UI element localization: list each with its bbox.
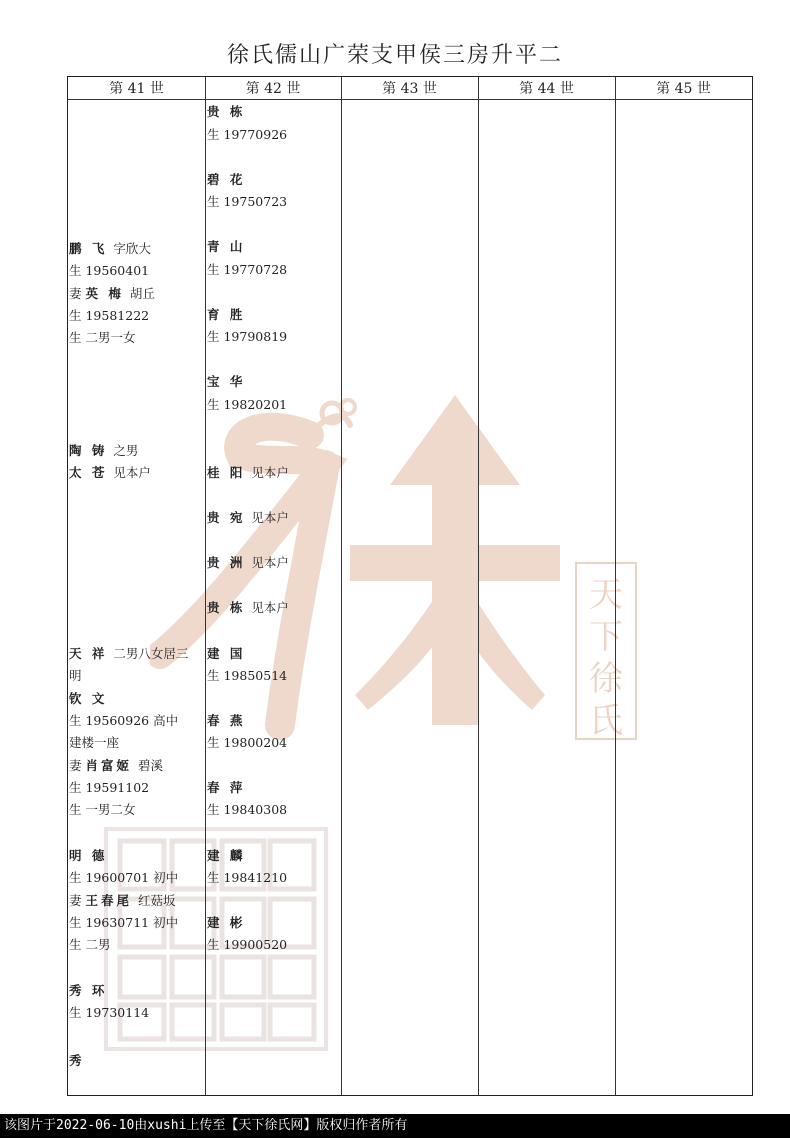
person-name: 建 麟 — [207, 848, 246, 863]
detail-line — [207, 934, 287, 956]
person-name: 秀 环 — [69, 983, 108, 998]
person-name: 碧 花 — [207, 172, 246, 187]
column-divider — [478, 77, 479, 1095]
detail-text: 生 19820201 — [207, 397, 288, 412]
detail-line — [207, 191, 287, 213]
person-note: 见本户 — [113, 465, 151, 480]
person-note: 碧溪 — [138, 758, 164, 773]
detail-text: 生 一男二女 — [69, 802, 136, 817]
detail-text: 生 19730114 — [69, 1005, 150, 1020]
person-name: 英 梅 — [85, 286, 124, 301]
person-name: 育 胜 — [207, 307, 246, 322]
column-header-45: 第 45 世 — [656, 81, 711, 97]
person-note: 字欣大 — [113, 241, 151, 256]
person-entry — [207, 371, 245, 393]
detail-text: 生 19900520 — [207, 937, 288, 952]
detail-text: 明 — [69, 668, 82, 683]
detail-line — [69, 777, 149, 799]
detail-text: 生 19790819 — [207, 329, 288, 344]
person-entry — [207, 236, 245, 258]
genealogy-table — [67, 76, 753, 1096]
person-entry — [69, 890, 176, 912]
column-header-42: 第 42 世 — [245, 81, 301, 97]
detail-line — [69, 732, 119, 754]
person-entry — [207, 552, 289, 574]
person-name: 鹏 飞 — [69, 241, 108, 256]
detail-line — [207, 799, 287, 821]
detail-text: 生 19560926 高中 — [69, 713, 179, 728]
detail-text: 生 二男一女 — [69, 330, 136, 345]
detail-text: 生 19770728 — [207, 262, 288, 277]
detail-text: 生 19591102 — [69, 780, 150, 795]
column-divider — [615, 77, 616, 1095]
person-entry — [69, 688, 107, 710]
person-entry — [207, 710, 245, 732]
detail-line — [69, 912, 178, 934]
person-name: 春 燕 — [207, 713, 246, 728]
person-entry — [207, 462, 289, 484]
person-name: 太 苍 — [69, 465, 108, 480]
detail-line — [69, 327, 135, 349]
person-name: 建 彬 — [207, 915, 246, 930]
spouse-prefix: 妻 — [69, 286, 82, 301]
person-entry — [207, 101, 245, 123]
person-name: 建 国 — [207, 646, 246, 661]
person-name: 明 德 — [69, 848, 108, 863]
person-name: 春 萍 — [207, 780, 246, 795]
person-entry — [207, 912, 245, 934]
person-note: 之男 — [113, 443, 139, 458]
person-entry — [207, 597, 289, 619]
column-header-44: 第 44 世 — [519, 81, 574, 97]
person-entry — [69, 462, 151, 484]
column-divider — [341, 77, 342, 1095]
person-note: 红菇坂 — [138, 893, 176, 908]
detail-text: 生 19630711 初中 — [69, 915, 179, 930]
detail-text: 生 19850514 — [207, 668, 288, 683]
person-entry — [69, 643, 188, 665]
detail-text: 生 19581222 — [69, 308, 150, 323]
detail-line — [69, 934, 110, 956]
svg-text:徐: 徐 — [589, 659, 623, 699]
person-entry — [69, 755, 163, 777]
person-entry — [69, 1050, 85, 1072]
detail-line — [69, 867, 178, 889]
detail-line — [69, 305, 149, 327]
person-name: 钦 文 — [69, 691, 108, 706]
detail-line — [69, 260, 149, 282]
person-name: 王春尾 — [85, 893, 133, 908]
person-entry — [207, 845, 245, 867]
detail-text: 建楼一座 — [69, 735, 120, 750]
person-name: 贵 栋 — [207, 104, 246, 119]
svg-text:下: 下 — [589, 617, 623, 657]
detail-text: 生 19600701 初中 — [69, 870, 179, 885]
person-note: 见本户 — [251, 510, 289, 525]
svg-text:氏: 氏 — [589, 701, 623, 741]
detail-line — [207, 259, 287, 281]
detail-line — [207, 326, 287, 348]
detail-line — [69, 1002, 149, 1024]
person-note: 见本户 — [251, 465, 289, 480]
detail-text: 生 19841210 — [207, 870, 288, 885]
person-entry — [69, 238, 151, 260]
spouse-prefix: 妻 — [69, 893, 82, 908]
detail-text: 生 19770926 — [207, 127, 288, 142]
person-name: 贵 宛 — [207, 510, 246, 525]
person-note: 见本户 — [251, 600, 289, 615]
person-name: 桂 阳 — [207, 465, 246, 480]
upload-footer: 该图片于2022-06-10由xushi上传至【天下徐氏网】版权归作者所有 — [0, 1114, 790, 1138]
detail-text: 生 19840308 — [207, 802, 288, 817]
page-title: 徐氏儒山广荣支甲侯三房升平二 — [226, 43, 563, 68]
person-entry — [207, 507, 289, 529]
person-entry — [207, 169, 245, 191]
detail-line — [207, 124, 287, 146]
person-note: 胡丘 — [129, 286, 155, 301]
column-divider — [205, 77, 206, 1095]
person-note: 见本户 — [251, 555, 289, 570]
column-header-43: 第 43 世 — [382, 81, 437, 97]
column-header-41: 第 41 世 — [109, 81, 164, 97]
person-name: 贵 洲 — [207, 555, 246, 570]
person-entry — [207, 304, 245, 326]
person-entry — [207, 643, 245, 665]
detail-text: 生 19560401 — [69, 263, 150, 278]
person-entry — [69, 980, 107, 1002]
detail-line — [69, 665, 82, 687]
detail-line — [207, 867, 287, 889]
person-entry — [69, 440, 138, 462]
detail-text: 生 二男 — [69, 937, 111, 952]
detail-text: 生 19800204 — [207, 735, 288, 750]
detail-line — [207, 394, 287, 416]
person-entry — [207, 777, 245, 799]
svg-text:天: 天 — [589, 575, 623, 615]
person-name: 贵 栋 — [207, 600, 246, 615]
detail-line — [69, 799, 135, 821]
detail-line — [207, 732, 287, 754]
detail-text: 生 19750723 — [207, 194, 288, 209]
detail-line — [69, 710, 178, 732]
person-name: 青 山 — [207, 239, 246, 254]
person-name: 宝 华 — [207, 374, 246, 389]
person-entry — [69, 845, 107, 867]
person-name: 肖富姬 — [85, 758, 133, 773]
person-name: 天 祥 — [69, 646, 108, 661]
person-entry — [69, 283, 155, 305]
person-name: 陶 铸 — [69, 443, 108, 458]
detail-line — [207, 665, 287, 687]
spouse-prefix: 妻 — [69, 758, 82, 773]
header-divider — [68, 99, 752, 100]
person-note: 二男八女居三 — [113, 646, 189, 661]
person-name: 秀 — [69, 1053, 85, 1068]
